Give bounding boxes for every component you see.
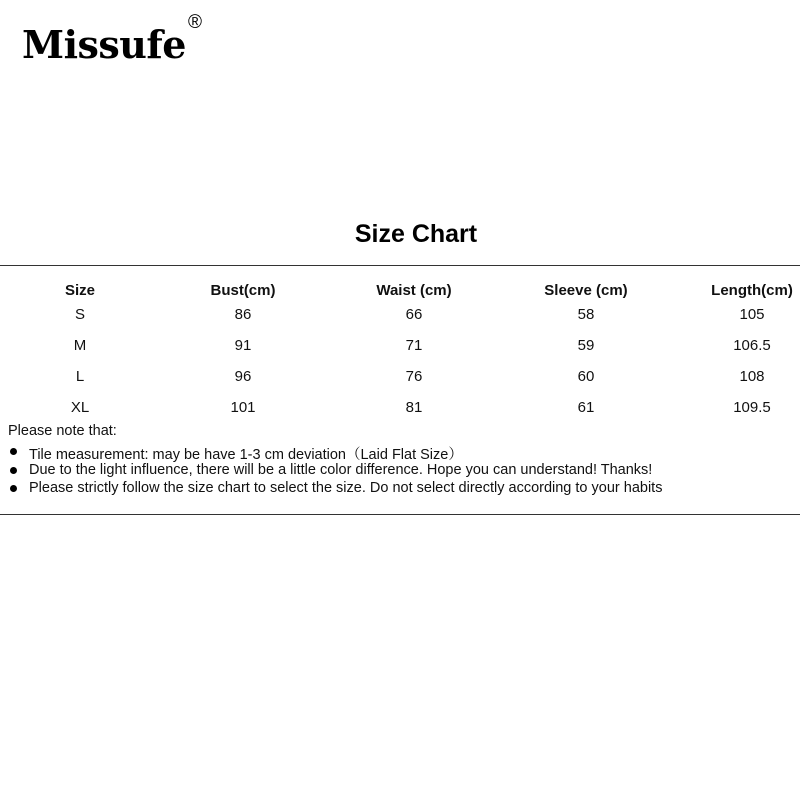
- sleeve-cell: 58: [577, 306, 595, 323]
- bust-cell: 101: [230, 399, 256, 416]
- sleeve-cell: 59: [577, 337, 595, 354]
- waist-cell: 76: [405, 368, 423, 385]
- table-header-row: [0, 282, 800, 302]
- waist-cell: 81: [405, 399, 423, 416]
- size-cell: L: [75, 368, 85, 385]
- table-row: [0, 306, 800, 326]
- size-cell: XL: [70, 399, 90, 416]
- waist-cell: 66: [405, 306, 423, 323]
- bust-cell: 86: [234, 306, 252, 323]
- bust-cell: 91: [234, 337, 252, 354]
- brand-logo: Missufe: [22, 22, 186, 67]
- size-cell: S: [74, 306, 85, 323]
- column-header-size: Size: [64, 282, 95, 299]
- sleeve-cell: 61: [577, 399, 595, 416]
- bullet-icon: [10, 448, 17, 455]
- column-header-bust: Bust(cm): [210, 282, 276, 299]
- bust-cell: 96: [234, 368, 252, 385]
- table-row: [0, 399, 800, 419]
- column-header-waist: Waist (cm): [376, 282, 452, 299]
- notes-list: [8, 443, 662, 499]
- sleeve-cell: 60: [577, 368, 595, 385]
- notes-heading: Please note that:: [8, 423, 117, 439]
- page-title: Size Chart: [354, 220, 478, 248]
- length-cell: 108: [739, 368, 765, 385]
- size-cell: M: [73, 337, 87, 354]
- column-header-length: Length(cm): [711, 282, 793, 299]
- bullet-icon: [10, 485, 17, 492]
- list-item: [8, 443, 662, 462]
- waist-cell: 71: [405, 337, 423, 354]
- column-header-sleeve: Sleeve (cm): [544, 282, 628, 299]
- length-cell: 105: [739, 306, 765, 323]
- registered-mark: ®: [188, 12, 202, 33]
- table-row: [0, 337, 800, 357]
- note-text: Due to the light influence, there will be a little color difference. Hope you can understand! Thanks!: [29, 461, 653, 478]
- bullet-icon: [10, 467, 17, 474]
- length-cell: 109.5: [733, 399, 771, 416]
- list-item: [8, 462, 662, 481]
- list-item: [8, 480, 662, 499]
- note-text: Please strictly follow the size chart to select the size. Do not select directly according to your habits: [29, 480, 663, 496]
- top-divider: [0, 265, 800, 266]
- length-cell: 106.5: [733, 337, 771, 354]
- note-text: Tile measurement: may be have 1-3 cm deviation（Laid Flat Size）: [29, 447, 463, 463]
- bottom-divider: [0, 514, 800, 515]
- table-row: [0, 368, 800, 388]
